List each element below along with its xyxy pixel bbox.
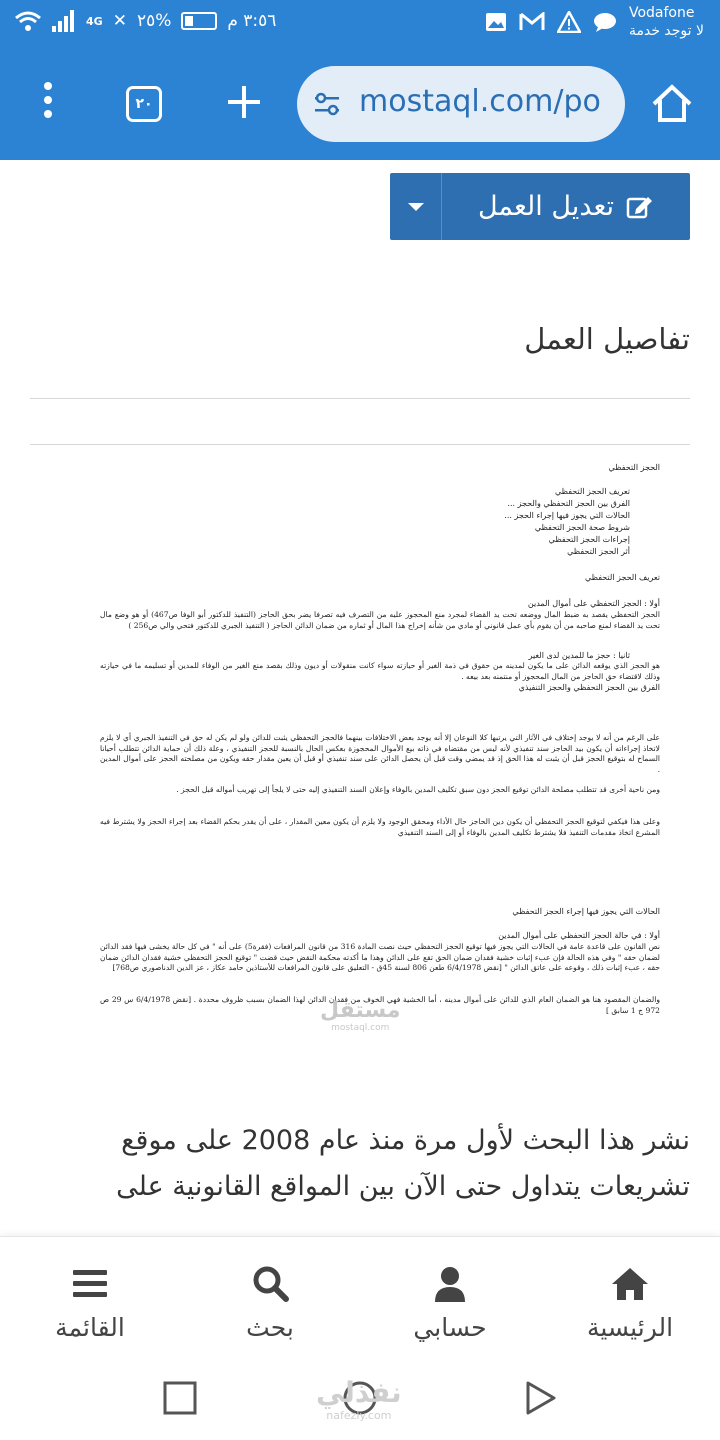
gmail-icon bbox=[519, 12, 545, 32]
url-text[interactable]: mostaql.com/po bbox=[359, 84, 601, 119]
doc-paragraph: نص القانون على قاعدة عامة في الحالات التي يجوز فيها توقيع الحجز التحفظي حيث نصت المادة 316 من قانون المرافعات (فقرة5) على أنه " في كل حالة يخشى فيها فقد الدائن لضمان حقه " وفي هذه الحالة فإن عبء إثبات خشية فقدان ضمان الحق تقع على الدائن وهذا ما أكدته محكمة النقض حيث قضت " توقيع الحجز التحفظي خشية فقدان الدائن ضمان حقه ، عبء إثبات ذلك ، وقوعه على عاتق الدائن " [نقض 6/4/1978 طعن 806 لسنة 45ق - التعليق على قانون المرافعات للأستاذين حامد عكاز ، عز الدين الدناصوري ص768] bbox=[100, 942, 660, 972]
doc-line: أثر الحجز التحفظي bbox=[567, 547, 630, 556]
status-left bbox=[14, 10, 276, 32]
doc-line: الحجز التحفظي bbox=[608, 463, 660, 472]
home-icon bbox=[610, 1265, 650, 1303]
clock: ٣:٥٦ م bbox=[227, 11, 277, 31]
recents-icon[interactable] bbox=[162, 1380, 198, 1416]
doc-line: تعريف الحجز التحفظي bbox=[584, 573, 660, 582]
nav-search[interactable] bbox=[200, 1265, 340, 1342]
user-icon bbox=[430, 1265, 470, 1303]
doc-line: الفرق بين الحجز التحفظي والحجز ... bbox=[507, 499, 630, 508]
doc-line: شروط صحة الحجز التحفظي bbox=[534, 523, 630, 532]
doc-paragraph: والضمان المقصود هنا هو الضمان العام الذي للدائن على أموال مدينه ، أما الخشية فهي الخوف من فقدان الدائن لهذا الضمان بسبب ظروف محددة . [نقض 6/4/1978 س 29 ص 972 ج 1 سابق ] bbox=[100, 995, 660, 1015]
document-image[interactable] bbox=[100, 455, 660, 1045]
nav-account-label: حسابي bbox=[413, 1313, 487, 1342]
bottom-navigation bbox=[0, 1236, 720, 1356]
bars-icon bbox=[70, 1265, 110, 1303]
network-type: 4G bbox=[86, 14, 103, 28]
nav-menu-label: القائمة bbox=[55, 1313, 125, 1342]
doc-line: أولا : الحجز التحفظي على أموال المدين bbox=[527, 599, 660, 608]
battery-icon bbox=[181, 12, 217, 30]
description-text: نشر هذا البحث لأول مرة منذ عام 2008 على موقع تشريعات يتداول حتى الآن بين المواقع القانونية على bbox=[116, 1125, 690, 1202]
chevron-down-icon[interactable] bbox=[390, 173, 442, 240]
system-watermark-url: nafezly.com bbox=[326, 1409, 392, 1422]
edit-work-label: تعديل العمل bbox=[477, 191, 615, 222]
signal-icon bbox=[52, 10, 76, 32]
doc-line: الفرق بين الحجز التحفظي والحجز التنفيذي bbox=[518, 683, 660, 692]
doc-line: إجراءات الحجز التحفظي bbox=[548, 535, 630, 544]
doc-line: الحالات التي يجوز فيها إجراء الحجز ... bbox=[504, 511, 630, 520]
status-right bbox=[485, 4, 704, 40]
nafezly-watermark bbox=[316, 1376, 402, 1422]
carrier-name: Vodafone bbox=[628, 5, 695, 21]
tab-switcher-button[interactable]: ٢٠ bbox=[126, 86, 162, 122]
nav-home-label: الرئيسية bbox=[586, 1313, 674, 1342]
new-tab-icon[interactable] bbox=[224, 82, 264, 122]
no-calls-icon: ✕ bbox=[112, 11, 127, 31]
doc-line: أولا : في حالة الحجز التحفظي على أموال المدين bbox=[498, 931, 660, 940]
doc-paragraph: وعلى هذا فيكفي لتوقيع الحجز التحفظي أن يكون دين الحاجز حال الأداء ومحقق الوجود ولا يلزم أن يكون معين المقدار ، على أن يقدر بحكم القضاء بعد إجراء الحجز ولا يشترط فيه المشرع اتخاذ مقدمات التنفيذ فلا يشترط تكليف المدين بالوفاء أو إلى السند التنفيذي bbox=[100, 817, 660, 837]
edit-work-button[interactable] bbox=[390, 173, 690, 240]
nav-menu[interactable] bbox=[20, 1265, 160, 1342]
doc-paragraph: ومن ناحية أخرى قد تتطلب مصلحة الدائن توقيع الحجز دون سبق تكليف المدين بالوفاء وإعلان السند التنفيذي إليه حتى لا يلجأ إلى تهريب أمواله قبل الحجز . bbox=[176, 785, 660, 794]
doc-line: ثانيا : حجز ما للمدين لدى الغير bbox=[528, 651, 630, 660]
watermark-url: mostaql.com bbox=[331, 1023, 390, 1033]
mostaql-watermark bbox=[320, 998, 400, 1033]
battery-level: %٢٥ bbox=[136, 11, 172, 31]
edit-icon bbox=[626, 195, 654, 219]
address-bar[interactable] bbox=[297, 66, 625, 142]
wifi-icon bbox=[14, 10, 42, 32]
doc-paragraph: الحجز التحفظي يقصد به ضبط المال ووضعه تحت يد القضاء لمجرد منع المحجوز عليه من التصرف فيه تصرفا يضر بحق الحاجز (التنفيذ للدكتور أبو الوفا ص467) أو هو وضع مال تحت يد القضاء لمنع صاحبه من أن يقوم بأي عمل قانوني أو مادي من شأنه إخراج هذا المال أو ثماره من ضمان الدائن الحاجز ( التنفيذ الجبري للدكتور فتحي والي ص256 ) bbox=[100, 610, 660, 630]
divider bbox=[30, 444, 690, 445]
dot-icon bbox=[44, 82, 52, 90]
search-icon bbox=[250, 1265, 290, 1303]
home-icon[interactable] bbox=[648, 80, 696, 128]
image-icon bbox=[485, 12, 507, 32]
status-bar bbox=[0, 0, 720, 50]
edit-work-label-wrap[interactable] bbox=[442, 173, 690, 240]
site-settings-icon[interactable] bbox=[313, 90, 341, 118]
back-icon[interactable] bbox=[522, 1380, 558, 1416]
carrier-info bbox=[629, 4, 704, 40]
nav-home[interactable] bbox=[560, 1265, 700, 1342]
divider bbox=[30, 398, 690, 399]
dot-icon bbox=[44, 96, 52, 104]
doc-paragraph: على الرغم من أنه لا يوجد إختلاف في الآثار التي يرتبها كلا النوعان إلا أنه يوجد بعض الاختلافات بينهما فالحجز التحفظي يثبت للدائن ولو لم يكن له حق في التنفيذ الجبري أي لا يلزم لاتخاذ إجراءاته أن يكون بيد الحاجز سند تنفيذي لأنه ليس من مقتضاه في ذاته بيع الأموال المحجوزة بعكس الحال بالنسبة للحجز التنفيذي ، وعلة ذلك أن حماية الدائن تتطلب أحيانا السماح له بتوقيع الحجز قبل أن يثبت له هذا الحق إذ قد يمضي وقت قبل أن يحصل الدائن على سند تنفيذي أو قبل أن يعين مقدار حقه ويكون من مصلحته الحجز على أموال المدين . bbox=[100, 733, 660, 774]
doc-line: الحالات التي يجوز فيها إجراء الحجز التحفظي bbox=[512, 907, 660, 916]
warning-icon bbox=[557, 11, 581, 33]
nav-search-label: بحث bbox=[246, 1313, 294, 1342]
doc-paragraph: هو الحجز الذي يوقعه الدائن على ما يكون لمدينه من حقوق في ذمة الغير أو حيازته سواء كانت منقولات أو ديون وذلك بقصد منع الغير من الوفاء للمدين أو تسليمه ما في حيازته وذلك لاقتضاء حق الحاجز من المال المحجوز أو منتمنه بعد بيعه . bbox=[100, 661, 660, 681]
doc-line: تعريف الحجز التحفظي bbox=[554, 487, 630, 496]
section-title: تفاصيل العمل bbox=[524, 322, 690, 356]
system-navigation-bar bbox=[0, 1356, 720, 1440]
watermark-logo: مستقل bbox=[320, 998, 401, 1023]
dot-icon bbox=[44, 110, 52, 118]
system-watermark-logo: نفذلي bbox=[316, 1376, 402, 1409]
nav-account[interactable] bbox=[380, 1265, 520, 1342]
carrier-status: لا توجد خدمة bbox=[628, 23, 704, 39]
chat-icon bbox=[593, 11, 617, 33]
more-options-button[interactable] bbox=[40, 82, 56, 126]
browser-toolbar bbox=[0, 50, 720, 160]
